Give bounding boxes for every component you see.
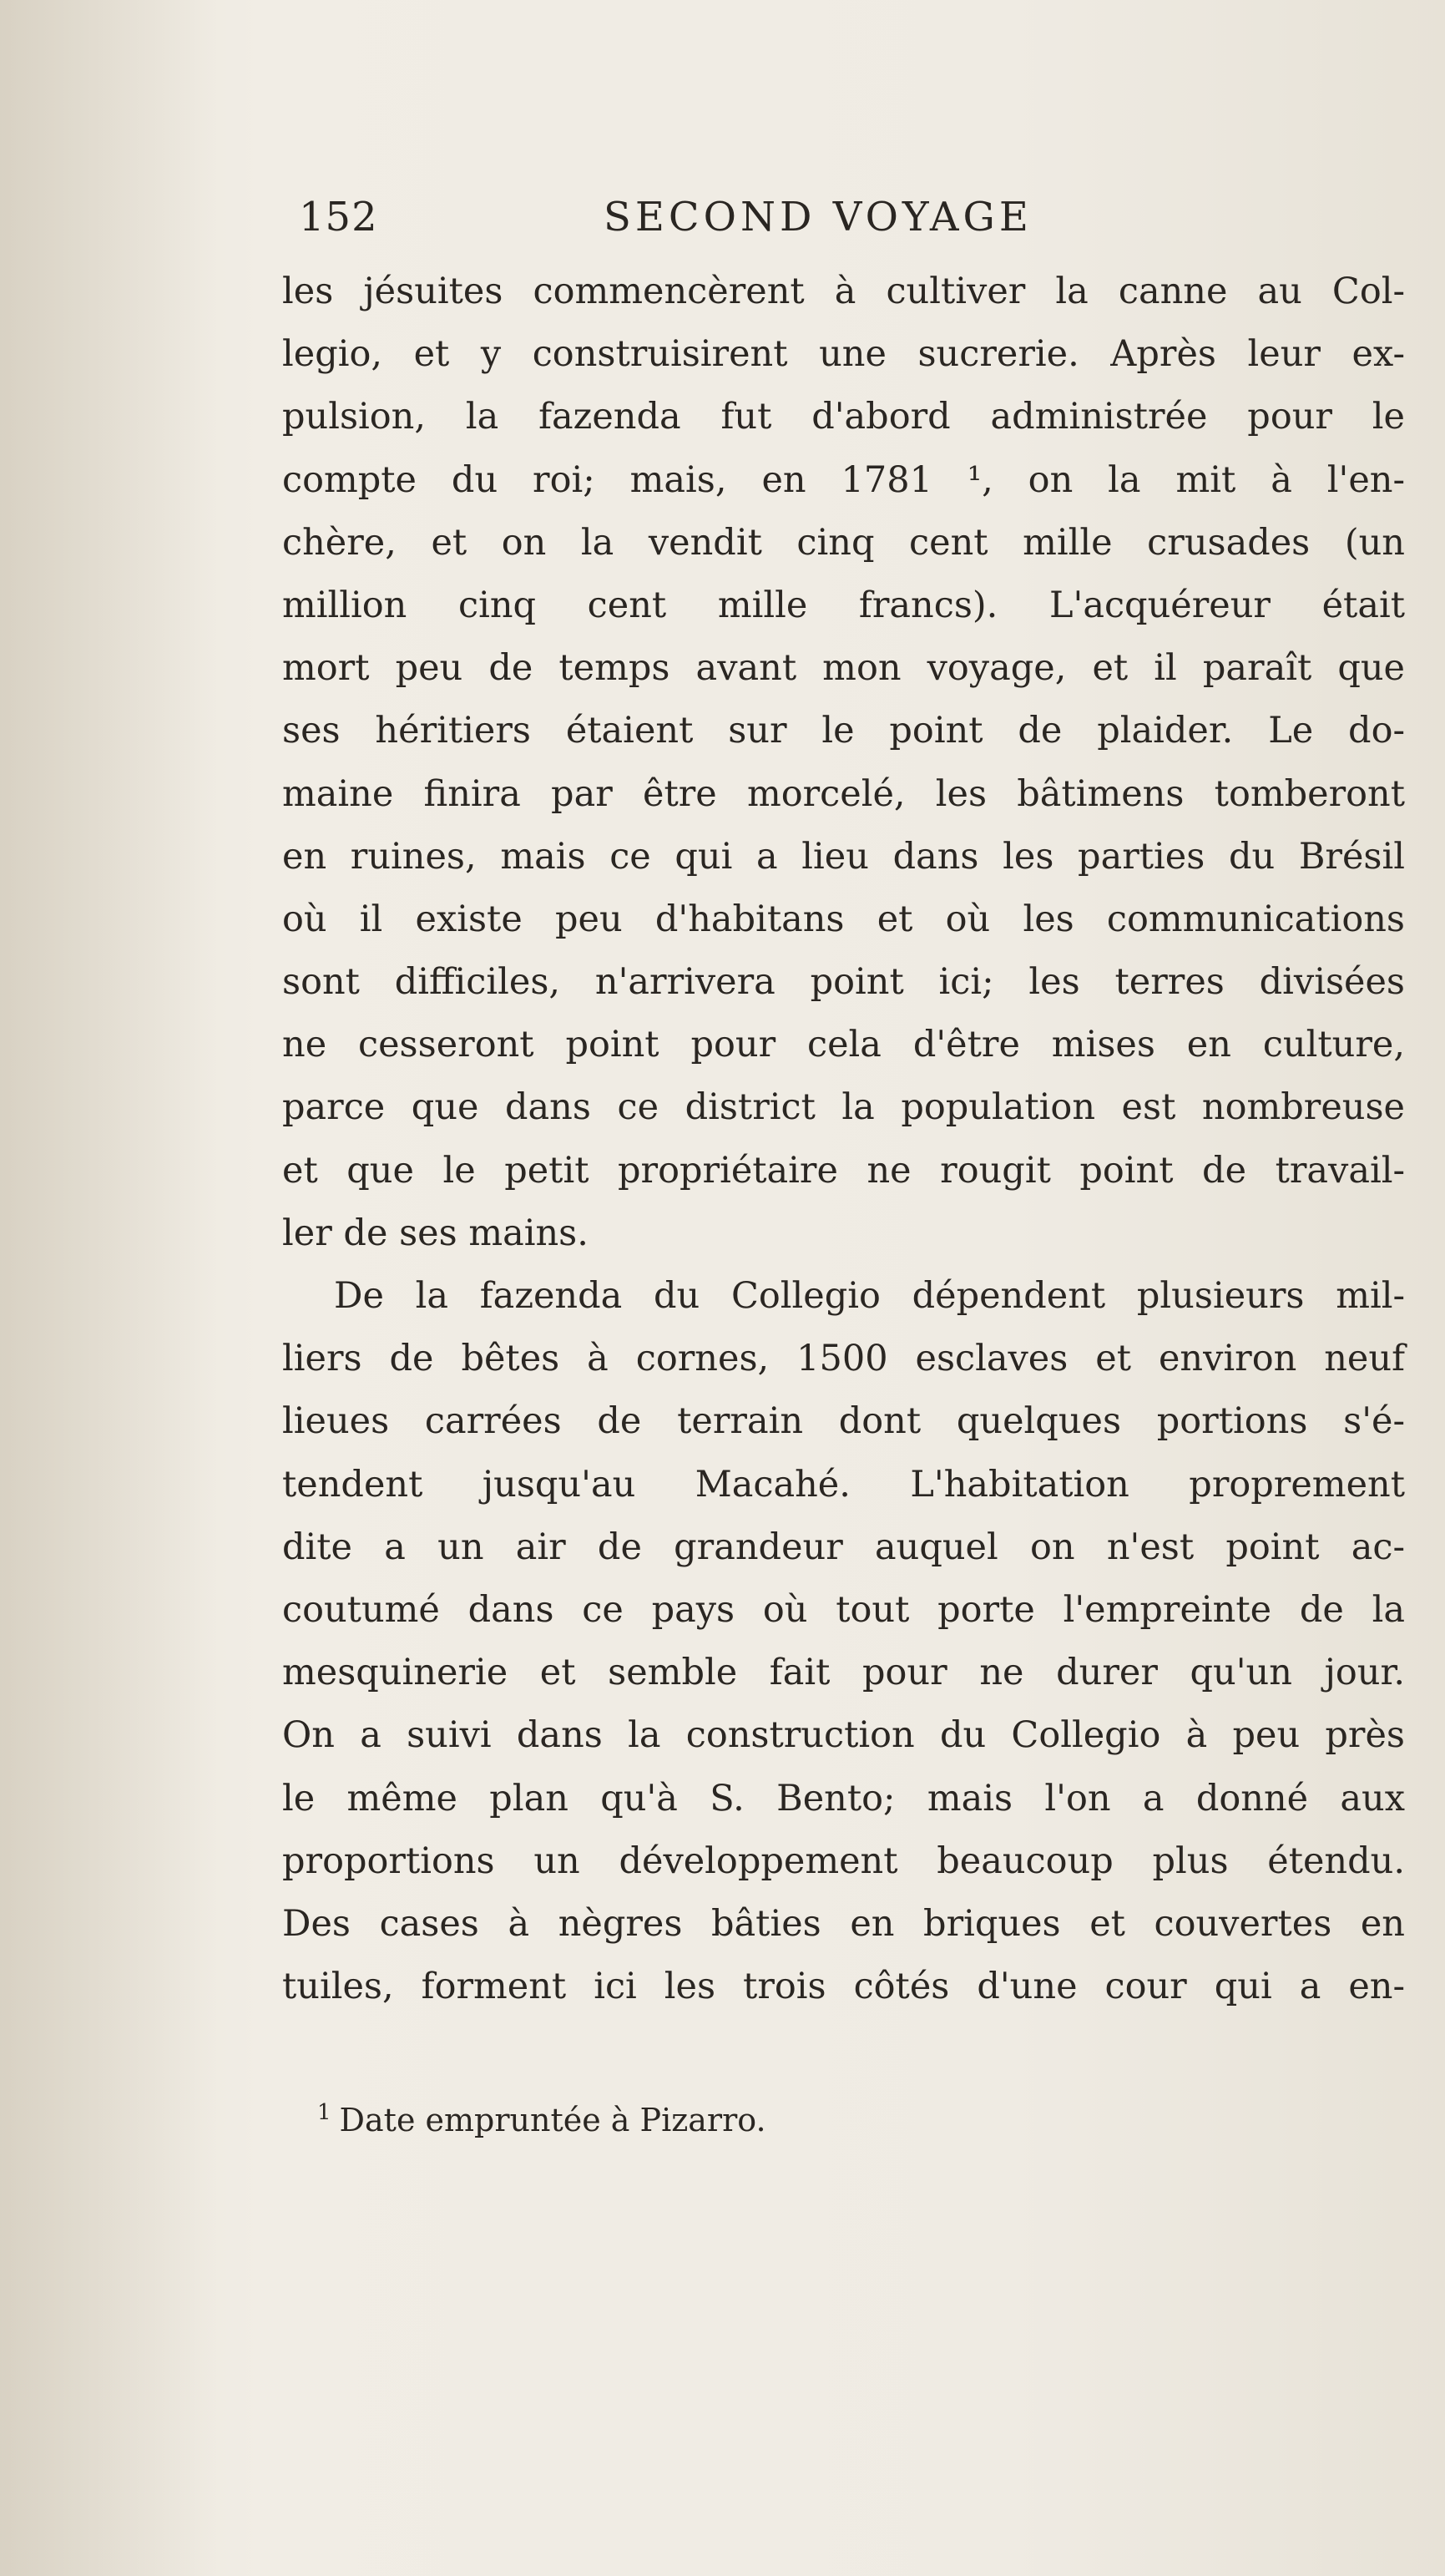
text-line: chère, et on la vendit cinq cent mille crusades (un [282, 521, 1405, 564]
text-line: où il existe peu d'habitans et où les communications [282, 898, 1405, 940]
paragraph-end-line: ler de ses mains. [282, 1212, 589, 1254]
page-header [282, 194, 1405, 261]
footnote [317, 2100, 766, 2138]
text-line: le même plan qu'à S. Bento; mais l'on a donné aux [282, 1777, 1405, 1819]
text-line: lieues carrées de terrain dont quelques portions s'é- [282, 1400, 1405, 1443]
text-line: sont difficiles, n'arrivera point ici; les terres divisées [282, 961, 1405, 1004]
paragraph-start-line: De la fazenda du Collegio dépendent plusieurs mil- [334, 1275, 1405, 1317]
text-line: liers de bêtes à cornes, 1500 esclaves et environ neuf [282, 1338, 1405, 1380]
text-line: et que le petit propriétaire ne rougit point de travail- [282, 1149, 1405, 1192]
text-line: dite a un air de grandeur auquel on n'est point ac- [282, 1526, 1405, 1568]
text-line: mesquinerie et semble fait pour ne durer qu'un jour. [282, 1652, 1405, 1694]
text-line: maine finira par être morcelé, les bâtimens tomberont [282, 772, 1405, 815]
text-line: coutumé dans ce pays où tout porte l'empreinte de la [282, 1588, 1405, 1631]
text-line: proportions un développement beaucoup plus étendu. [282, 1840, 1405, 1882]
text-line: million cinq cent mille francs). L'acquéreur était [282, 584, 1405, 626]
text-line: en ruines, mais ce qui a lieu dans les parties du Brésil [282, 835, 1405, 878]
text-line: Des cases à nègres bâties en briques et couvertes en [282, 1902, 1405, 1945]
text-line: mort peu de temps avant mon voyage, et il paraît que [282, 647, 1405, 690]
text-line: tuiles, forment ici les trois côtés d'une cour qui a en- [282, 1966, 1405, 2008]
text-line: parce que dans ce district la population est nombreuse [282, 1086, 1405, 1129]
text-line: ne cesseront point pour cela d'être mises en culture, [282, 1024, 1405, 1066]
text-line: legio, et y construisirent une sucrerie. Après leur ex- [282, 333, 1405, 376]
page-number: 152 [299, 194, 378, 240]
text-line: les jésuites commencèrent à cultiver la canne au Col- [282, 271, 1405, 312]
text-line: compte du roi; mais, en 1781 ¹, on la mit à l'en- [282, 458, 1405, 501]
text-line: ses héritiers étaient sur le point de plaider. Le do- [282, 710, 1405, 752]
text-line: pulsion, la fazenda fut d'abord administrée pour le [282, 396, 1405, 438]
text-line: On a suivi dans la construction du Collegio à peu près [282, 1714, 1405, 1757]
body-text [282, 261, 1405, 2018]
footnote-marker: 1 [317, 2100, 331, 2125]
footnote-text: Date empruntée à Pizarro. [339, 2102, 766, 2138]
text-line: tendent jusqu'au Macahé. L'habitation proprement [282, 1463, 1405, 1506]
running-head: SECOND VOYAGE [604, 194, 1033, 240]
